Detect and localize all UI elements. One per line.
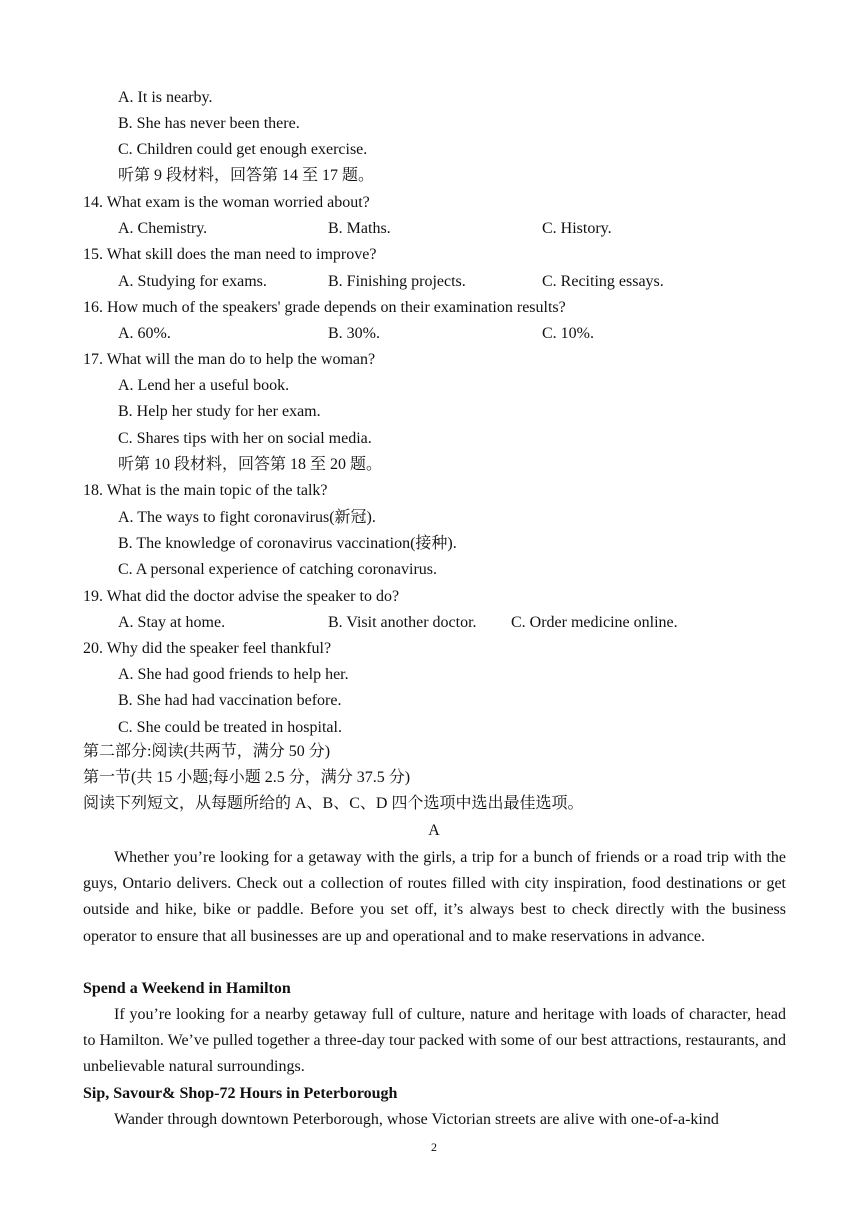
- listening-instruction-9: 听第 9 段材料，回答第 14 至 17 题。: [118, 167, 375, 184]
- passage-paragraph-1: Whether you’re looking for a getaway with the girls, a trip for a bunch of friends or a road trip with the guys, Ontario delivers. Check out a collection of routes filled with city inspiration, food destinations or get outside and hike, bike or paddle. Before you set off, it’s always best to check directly with the business operator to ensure that all businesses are up and operational and to make reservations in advance.: [83, 849, 786, 945]
- question-19: 19. What did the doctor advise the speaker to do?: [83, 588, 400, 605]
- q17-option-b: B. Help her study for her exam.: [118, 403, 321, 420]
- q15-option-a: A. Studying for exams.: [118, 273, 267, 290]
- question-16: 16. How much of the speakers' grade depends on their examination results?: [83, 299, 566, 316]
- option-c-q13: C. Children could get enough exercise.: [118, 141, 368, 158]
- passage-paragraph-3: Wander through downtown Peterborough, whose Victorian streets are alive with one-of-a-kind: [114, 1111, 719, 1128]
- q19-option-c: C. Order medicine online.: [511, 614, 678, 631]
- part-two-heading: 第二部分:阅读(共两节，满分 50 分): [83, 743, 331, 760]
- q14-option-c: C. History.: [542, 220, 612, 237]
- question-15: 15. What skill does the man need to improve?: [83, 246, 377, 263]
- q18-option-b: B. The knowledge of coronavirus vaccination(接种).: [118, 535, 457, 552]
- option-a-q13: A. It is nearby.: [118, 89, 213, 106]
- listening-instruction-10: 听第 10 段材料，回答第 18 至 20 题。: [118, 456, 383, 473]
- passage-subheading-hamilton: Spend a Weekend in Hamilton: [83, 980, 291, 997]
- reading-instruction: 阅读下列短文，从每题所给的 A、B、C、D 四个选项中选出最佳选项。: [83, 795, 584, 812]
- passage-paragraph-2: If you’re looking for a nearby getaway full of culture, nature and heritage with loads of character, head to Hamilton. We’ve pulled together a three-day tour packed with some of our best attractions, restaurants, and unbelievable natural surroundings.: [83, 1006, 786, 1076]
- q19-option-b: B. Visit another doctor.: [328, 614, 477, 631]
- q20-option-c: C. She could be treated in hospital.: [118, 719, 342, 736]
- q15-option-c: C. Reciting essays.: [542, 273, 664, 290]
- page-number: 2: [431, 1140, 437, 1154]
- q14-option-a: A. Chemistry.: [118, 220, 208, 237]
- question-14: 14. What exam is the woman worried about?: [83, 194, 370, 211]
- q20-option-b: B. She had had vaccination before.: [118, 692, 342, 709]
- q20-option-a: A. She had good friends to help her.: [118, 666, 349, 683]
- question-17: 17. What will the man do to help the woman?: [83, 351, 376, 368]
- q14-option-b: B. Maths.: [328, 220, 391, 237]
- q16-option-c: C. 10%.: [542, 325, 594, 342]
- option-b-q13: B. She has never been there.: [118, 115, 300, 132]
- q16-option-b: B. 30%.: [328, 325, 380, 342]
- q17-option-c: C. Shares tips with her on social media.: [118, 430, 372, 447]
- q16-option-a: A. 60%.: [118, 325, 171, 342]
- q19-option-a: A. Stay at home.: [118, 614, 226, 631]
- passage-label: A: [428, 822, 440, 839]
- q18-option-c: C. A personal experience of catching coronavirus.: [118, 561, 437, 578]
- q17-option-a: A. Lend her a useful book.: [118, 377, 290, 394]
- passage-subheading-peterborough: Sip, Savour& Shop-72 Hours in Peterborough: [83, 1085, 398, 1102]
- section-one-heading: 第一节(共 15 小题;每小题 2.5 分，满分 37.5 分): [83, 769, 411, 786]
- q18-option-a: A. The ways to fight coronavirus(新冠).: [118, 509, 376, 526]
- question-18: 18. What is the main topic of the talk?: [83, 482, 328, 499]
- question-20: 20. Why did the speaker feel thankful?: [83, 640, 332, 657]
- q15-option-b: B. Finishing projects.: [328, 273, 466, 290]
